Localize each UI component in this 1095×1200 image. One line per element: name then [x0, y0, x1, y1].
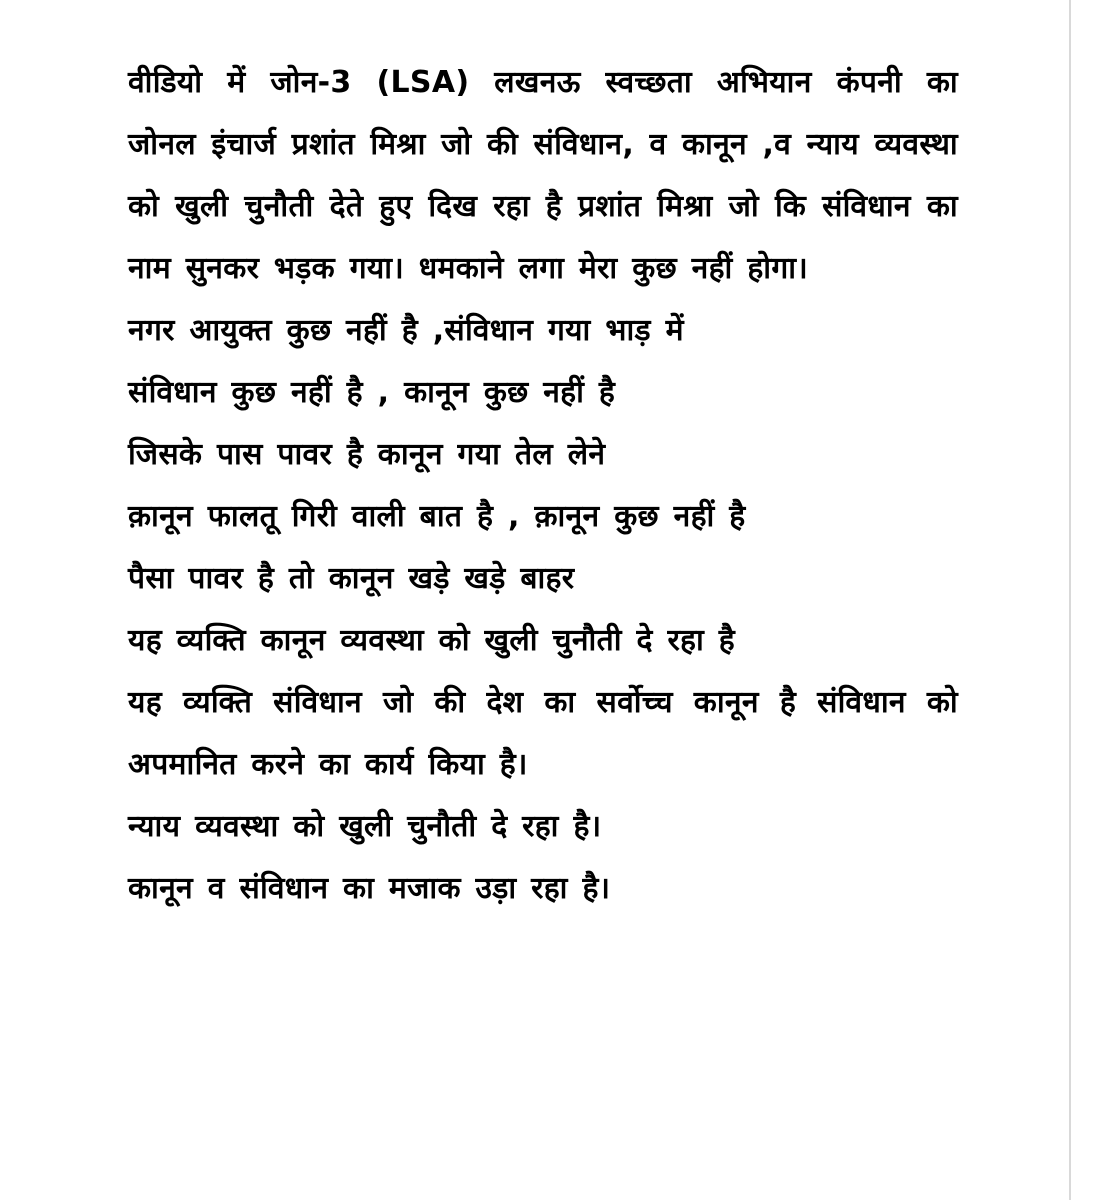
paragraph-line: नगर आयुक्त कुछ नहीं है ,संविधान गया भाड़ में — [128, 313, 684, 348]
paragraph-line: यह व्यक्ति संविधान जो की देश का सर्वोच्च कानून है संविधान को अपमानित करने का कार्य किया है। — [128, 685, 958, 782]
page-edge-divider — [1069, 0, 1071, 1200]
paragraph-line: पैसा पावर है तो कानून खड़े खड़े बाहर — [128, 561, 575, 596]
paragraph-line: क़ानून फालतू गिरी वाली बात है , क़ानून कुछ नहीं है — [128, 499, 746, 534]
paragraph-line: कानून व संविधान का मजाक उड़ा रहा है। — [128, 871, 611, 906]
paragraph-line: यह व्यक्ति कानून व्यवस्था को खुली चुनौती दे रहा है — [128, 623, 736, 658]
paragraph-line: न्याय व्यवस्था को खुली चुनौती दे रहा है। — [128, 809, 602, 844]
paragraph-intro: वीडियो में जोन-3 (LSA) लखनऊ स्वच्छता अभियान कंपनी का जोनल इंचार्ज प्रशांत मिश्रा जो की संविधान, व कानून ,व न्याय व्यवस्था को खुली चुनौती देते हुए दिख रहा है प्रशांत मिश्रा जो कि संविधान का नाम सुनकर भड़क गया। धमकाने लगा मेरा कुछ नहीं होगा। — [128, 65, 958, 286]
document-body — [128, 52, 958, 920]
paragraph-line: जिसके पास पावर है कानून गया तेल लेने — [128, 437, 606, 472]
paragraph-line: संविधान कुछ नहीं है , कानून कुछ नहीं है — [128, 375, 616, 410]
